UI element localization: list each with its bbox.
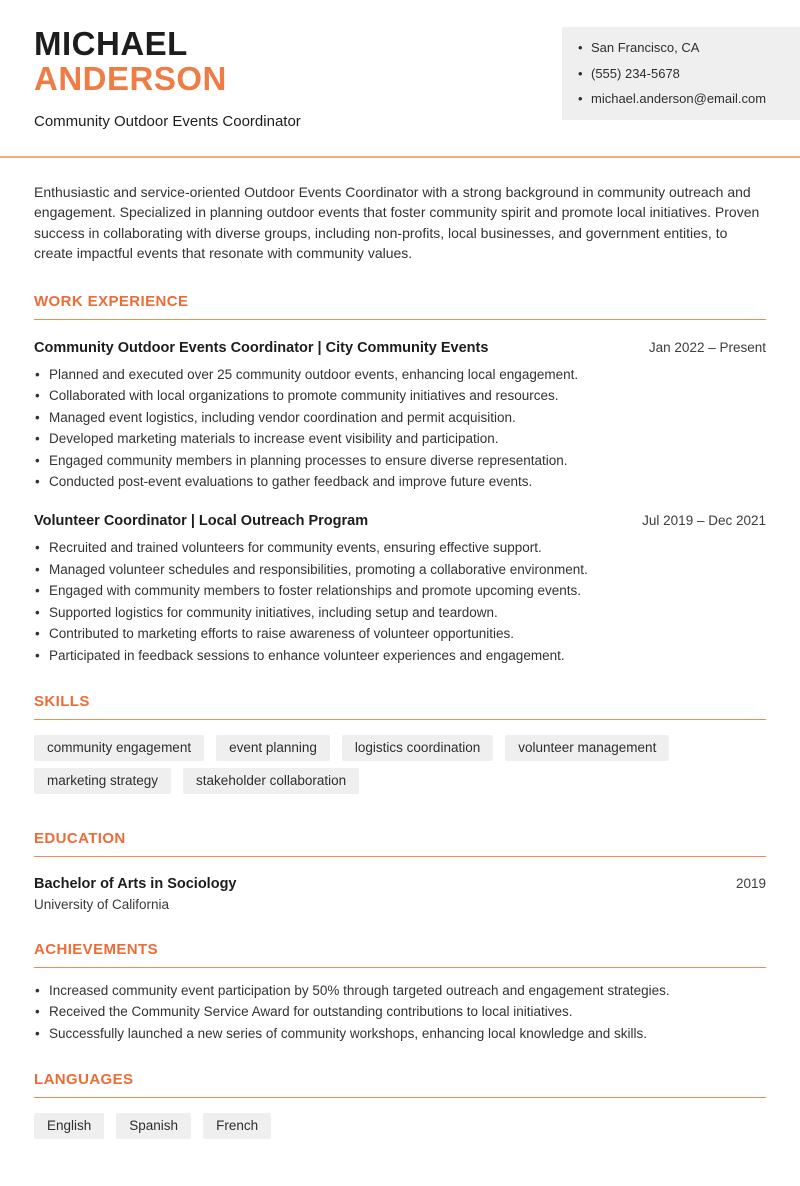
skills-heading: SKILLS: [34, 692, 90, 710]
education-year: 2019: [735, 875, 766, 891]
skill-tag: volunteer management: [505, 735, 669, 761]
contact-phone: • (555) 234-5678: [578, 66, 784, 82]
job-bullet: • Managed volunteer schedules and responsibilities, promoting a collaborative environment.: [34, 562, 766, 578]
summary-paragraph: Enthusiastic and service-oriented Outdoor Events Coordinator with a strong background in community outreach and engagement. Specialized in planning outdoor events that foster community spirit and promote local initiatives. Proven success in collaborating with diverse groups, including non-profits, local businesses, and government entities, to create impactful events that resonate with community values.: [34, 183, 760, 262]
job-title: Community Outdoor Events Coordinator | City Community Events: [34, 339, 489, 356]
contact-card: [562, 27, 800, 120]
education-heading: EDUCATION: [34, 829, 126, 847]
job-bullet: • Contributed to marketing efforts to raise awareness of volunteer opportunities.: [34, 626, 766, 642]
job-title: Volunteer Coordinator | Local Outreach Program: [34, 513, 369, 530]
section-rule: [34, 719, 766, 720]
section-rule: [34, 967, 766, 968]
section-rule: [34, 856, 766, 857]
achievement-bullet: • Successfully launched a new series of community workshops, enhancing local knowledge and skills.: [34, 1026, 766, 1042]
skill-tag: community engagement: [34, 735, 204, 761]
header: [0, 0, 800, 130]
contact-location: • San Francisco, CA: [578, 40, 784, 56]
section-achievements: [34, 941, 766, 1042]
job-bullet: • Collaborated with local organizations to promote community initiatives and resources.: [34, 388, 766, 404]
education-school: University of California: [34, 896, 170, 912]
section-languages: [34, 1071, 766, 1146]
section-skills: [34, 693, 766, 801]
last-name: ANDERSON: [34, 60, 227, 98]
job-bullet: • Participated in feedback sessions to enhance volunteer experiences and engagement.: [34, 648, 766, 664]
skill-tag: logistics coordination: [342, 735, 493, 761]
content: [0, 182, 800, 1186]
language-tag: French: [203, 1113, 271, 1139]
job-entry: [34, 340, 766, 491]
languages-tag-list: [34, 1113, 766, 1146]
language-tag: English: [34, 1113, 104, 1139]
job-dates: Jan 2022 – Present: [648, 339, 766, 355]
skill-tag: stakeholder collaboration: [183, 768, 359, 794]
job-bullet: • Managed event logistics, including vendor coordination and permit acquisition.: [34, 410, 766, 426]
achievements-heading: ACHIEVEMENTS: [34, 940, 158, 958]
first-name: MICHAEL: [34, 25, 188, 62]
job-entry: [34, 513, 766, 664]
section-education: [34, 830, 766, 912]
job-bullet: • Recruited and trained volunteers for community events, ensuring effective support.: [34, 540, 766, 556]
job-bullet: • Engaged community members in planning processes to ensure diverse representation.: [34, 453, 766, 469]
job-bullet: • Conducted post-event evaluations to gather feedback and improve future events.: [34, 474, 766, 490]
header-divider: [0, 156, 800, 158]
achievement-bullet: • Increased community event participation by 50% through targeted outreach and engagement strategies.: [34, 983, 766, 999]
job-header: [34, 513, 766, 529]
job-dates: Jul 2019 – Dec 2021: [642, 513, 766, 529]
achievements-list: [34, 983, 766, 1042]
skill-tag: marketing strategy: [34, 768, 171, 794]
education-entry: [34, 876, 766, 892]
work-experience-heading: WORK EXPERIENCE: [34, 292, 189, 310]
skill-tag: event planning: [216, 735, 330, 761]
languages-heading: LANGUAGES: [34, 1070, 134, 1088]
section-rule: [34, 1097, 766, 1098]
role-title: Community Outdoor Events Coordinator: [34, 112, 301, 130]
job-bullet: • Planned and executed over 25 community outdoor events, enhancing local engagement.: [34, 367, 766, 383]
job-bullet-list: [34, 367, 766, 491]
section-work-experience: [34, 293, 766, 664]
contact-email: • michael.anderson@email.com: [578, 91, 784, 107]
section-rule: [34, 319, 766, 320]
job-header: [34, 340, 766, 356]
language-tag: Spanish: [116, 1113, 191, 1139]
job-bullet: • Supported logistics for community initiatives, including setup and teardown.: [34, 605, 766, 621]
job-bullet: • Developed marketing materials to increase event visibility and participation.: [34, 431, 766, 447]
achievement-bullet: • Received the Community Service Award for outstanding contributions to local initiatives.: [34, 1004, 766, 1020]
job-bullet: • Engaged with community members to foster relationships and promote upcoming events.: [34, 583, 766, 599]
job-bullet-list: [34, 540, 766, 664]
education-degree: Bachelor of Arts in Sociology: [34, 875, 237, 892]
skills-tag-list: [34, 735, 766, 801]
